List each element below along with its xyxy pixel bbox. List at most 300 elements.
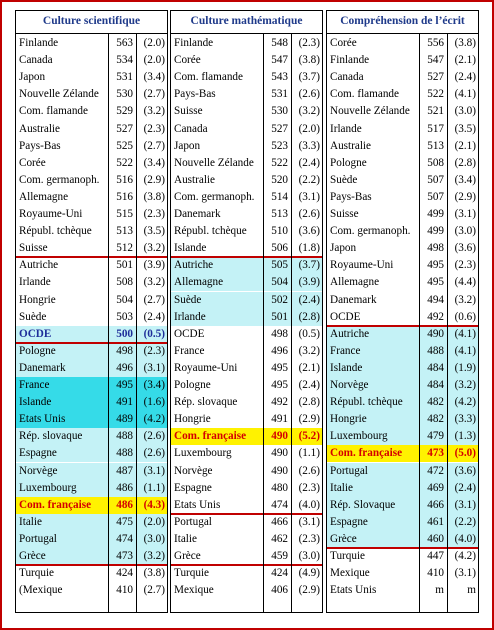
table-row bbox=[327, 411, 478, 428]
score-value: 556 bbox=[427, 37, 444, 49]
country-name: Com. flamande bbox=[19, 105, 88, 118]
standard-error: (2.0) bbox=[143, 515, 165, 528]
standard-error: (4.2) bbox=[143, 413, 165, 426]
table-row bbox=[171, 582, 322, 599]
score-value: 475 bbox=[116, 515, 133, 528]
score-value: 515 bbox=[116, 208, 133, 220]
table-row bbox=[327, 52, 478, 69]
table-row bbox=[16, 52, 167, 69]
table-row bbox=[327, 240, 478, 257]
country-name: Canada bbox=[174, 122, 208, 135]
table-row bbox=[171, 343, 322, 360]
score-value: 482 bbox=[427, 396, 444, 409]
panel-comprehension-ecrit bbox=[326, 10, 479, 613]
table-row bbox=[16, 497, 167, 514]
country-name: France bbox=[330, 344, 361, 357]
column-divider bbox=[447, 33, 448, 612]
standard-error: (2.9) bbox=[143, 173, 165, 186]
score-value: 462 bbox=[271, 532, 288, 545]
standard-error: (2.8) bbox=[298, 310, 320, 323]
score-value: 505 bbox=[271, 259, 288, 272]
table-row bbox=[171, 274, 322, 291]
score-value: 406 bbox=[271, 584, 288, 597]
country-name: Espagne bbox=[330, 515, 368, 528]
score-value: 473 bbox=[427, 447, 444, 460]
standard-error: (4.1) bbox=[454, 344, 476, 357]
standard-error: (3.2) bbox=[454, 379, 476, 391]
standard-error: (3.0) bbox=[298, 550, 320, 562]
country-name: Pays-Bas bbox=[19, 139, 61, 152]
score-value: 488 bbox=[427, 344, 444, 357]
standard-error: (3.1) bbox=[454, 567, 476, 580]
country-name: Pays-Bas bbox=[174, 88, 216, 101]
table-row bbox=[16, 292, 167, 309]
standard-error: (0.6) bbox=[454, 310, 476, 323]
standard-error: (3.0) bbox=[143, 532, 165, 545]
score-value: 502 bbox=[271, 293, 288, 306]
group-separator bbox=[327, 547, 478, 549]
standard-error: (2.6) bbox=[143, 430, 165, 443]
column-divider bbox=[136, 33, 137, 612]
table-row bbox=[16, 274, 167, 291]
country-name: Com. flamande bbox=[330, 88, 399, 101]
country-name: Nouvelle Zélande bbox=[19, 88, 99, 101]
country-name: (Mexique bbox=[19, 584, 63, 597]
table-row bbox=[171, 69, 322, 86]
country-name: Allemagne bbox=[330, 276, 380, 289]
score-value: 563 bbox=[116, 37, 133, 49]
standard-error: (3.5) bbox=[143, 225, 165, 238]
table-row bbox=[327, 257, 478, 274]
standard-error: (3.2) bbox=[143, 276, 165, 289]
country-name: Royaume-Uni bbox=[174, 361, 238, 374]
standard-error: (4.1) bbox=[454, 327, 476, 340]
score-value: 461 bbox=[427, 515, 444, 528]
score-value: 516 bbox=[116, 173, 133, 186]
table-row bbox=[171, 514, 322, 531]
standard-error: m bbox=[467, 584, 476, 597]
standard-error: (3.0) bbox=[454, 225, 476, 238]
table-row bbox=[16, 155, 167, 172]
standard-error: (1.6) bbox=[143, 396, 165, 409]
standard-error: (3.8) bbox=[454, 37, 476, 49]
table-row bbox=[171, 121, 322, 138]
score-value: 500 bbox=[116, 327, 133, 340]
table-row bbox=[327, 86, 478, 103]
country-name: Norvège bbox=[19, 464, 58, 477]
score-value: 487 bbox=[116, 464, 133, 477]
score-value: 498 bbox=[271, 327, 288, 340]
table-row bbox=[327, 309, 478, 326]
score-value: 482 bbox=[427, 413, 444, 426]
score-value: 491 bbox=[271, 413, 288, 426]
country-name: Pologne bbox=[330, 156, 367, 169]
score-value: 498 bbox=[116, 344, 133, 357]
score-value: 459 bbox=[271, 550, 288, 562]
table-row bbox=[16, 103, 167, 120]
score-value: 490 bbox=[271, 430, 288, 443]
score-value: 527 bbox=[427, 71, 444, 84]
table-row bbox=[16, 531, 167, 548]
standard-error: (3.1) bbox=[454, 208, 476, 220]
standard-error: (2.9) bbox=[298, 413, 320, 426]
table-row bbox=[171, 189, 322, 206]
standard-error: (2.4) bbox=[298, 293, 320, 306]
country-name: Australie bbox=[174, 173, 216, 186]
standard-error: (2.7) bbox=[143, 584, 165, 597]
standard-error: (2.0) bbox=[143, 37, 165, 49]
country-name: Canada bbox=[19, 54, 53, 67]
score-value: 424 bbox=[271, 567, 288, 580]
score-value: 499 bbox=[427, 208, 444, 220]
country-name: OCDE bbox=[174, 327, 205, 340]
score-value: 510 bbox=[271, 225, 288, 238]
column-divider bbox=[108, 33, 109, 612]
table-row bbox=[16, 582, 167, 599]
score-value: 530 bbox=[116, 88, 133, 101]
table-row bbox=[327, 377, 478, 394]
table-row bbox=[327, 189, 478, 206]
table-row bbox=[327, 155, 478, 172]
standard-error: (1.1) bbox=[298, 447, 320, 460]
country-name: Luxembourg bbox=[330, 430, 388, 443]
score-value: 479 bbox=[427, 430, 444, 443]
table-row bbox=[327, 463, 478, 480]
score-value: 527 bbox=[271, 122, 288, 135]
score-value: 501 bbox=[116, 259, 133, 272]
score-value: 522 bbox=[116, 156, 133, 169]
standard-error: (3.4) bbox=[143, 379, 165, 391]
country-name: Danemark bbox=[19, 361, 66, 374]
standard-error: (3.6) bbox=[454, 242, 476, 255]
country-name: Suède bbox=[174, 293, 202, 306]
country-name: Républ. tchèque bbox=[19, 225, 92, 238]
table-row bbox=[16, 86, 167, 103]
country-name: Etats Unis bbox=[19, 413, 66, 426]
standard-error: (3.8) bbox=[298, 54, 320, 67]
country-name: OCDE bbox=[330, 310, 361, 323]
country-name: Com. flamande bbox=[174, 71, 243, 84]
standard-error: (3.0) bbox=[454, 105, 476, 118]
country-name: Turquie bbox=[174, 567, 210, 580]
country-name: Turquie bbox=[330, 550, 366, 562]
standard-error: (2.3) bbox=[298, 532, 320, 545]
country-name: Portugal bbox=[174, 515, 212, 528]
standard-error: (4.0) bbox=[298, 498, 320, 511]
standard-error: (2.4) bbox=[298, 156, 320, 169]
table-row bbox=[171, 240, 322, 257]
country-name: Pologne bbox=[174, 379, 211, 391]
table-row bbox=[16, 411, 167, 428]
country-name: Hongrie bbox=[19, 293, 56, 306]
standard-error: (3.7) bbox=[298, 259, 320, 272]
table-row bbox=[327, 292, 478, 309]
country-name: Autriche bbox=[19, 259, 59, 272]
standard-error: (2.6) bbox=[298, 464, 320, 477]
country-name: Suisse bbox=[174, 105, 203, 118]
table-row bbox=[16, 138, 167, 155]
standard-error: (4.0) bbox=[454, 532, 476, 545]
table-row bbox=[327, 360, 478, 377]
table-row bbox=[171, 360, 322, 377]
table-row bbox=[16, 206, 167, 223]
table-row bbox=[171, 292, 322, 309]
country-name: OCDE bbox=[19, 327, 52, 340]
country-name: Com. germanoph. bbox=[19, 173, 100, 186]
group-separator bbox=[171, 513, 322, 515]
standard-error: (4.2) bbox=[454, 396, 476, 409]
score-value: 494 bbox=[427, 293, 444, 306]
country-name: Rép. slovaque bbox=[19, 430, 83, 443]
panel-culture-scientifique bbox=[15, 10, 168, 613]
score-value: 512 bbox=[116, 242, 133, 255]
table-row bbox=[171, 463, 322, 480]
table-row bbox=[16, 480, 167, 497]
table-row bbox=[16, 121, 167, 138]
score-value: 531 bbox=[116, 71, 133, 84]
standard-error: (3.1) bbox=[143, 361, 165, 374]
country-name: Norvège bbox=[330, 379, 369, 391]
standard-error: (2.8) bbox=[298, 396, 320, 409]
table-row bbox=[171, 565, 322, 582]
country-name: Luxembourg bbox=[19, 481, 77, 494]
country-name: Australie bbox=[19, 122, 61, 135]
standard-error: (1.1) bbox=[143, 481, 165, 494]
country-name: Islande bbox=[19, 396, 52, 409]
country-name: Danemark bbox=[330, 293, 377, 306]
score-value: 486 bbox=[116, 498, 133, 511]
score-value: 490 bbox=[271, 447, 288, 460]
column-divider bbox=[291, 33, 292, 612]
table-row bbox=[16, 172, 167, 189]
table-row bbox=[16, 189, 167, 206]
group-separator bbox=[16, 564, 167, 566]
table-row bbox=[327, 565, 478, 582]
country-name: Com. française bbox=[19, 498, 92, 511]
score-value: 473 bbox=[116, 550, 133, 562]
standard-error: (4.3) bbox=[143, 498, 165, 511]
score-value: 484 bbox=[427, 379, 444, 391]
country-name: Danemark bbox=[174, 208, 221, 220]
score-value: 534 bbox=[116, 54, 133, 67]
score-value: 517 bbox=[427, 122, 444, 135]
score-value: 488 bbox=[116, 447, 133, 460]
score-value: 496 bbox=[116, 361, 133, 374]
table-row bbox=[171, 223, 322, 240]
score-value: 472 bbox=[427, 464, 444, 477]
country-name: Italie bbox=[330, 481, 353, 494]
table-row bbox=[171, 138, 322, 155]
score-value: 495 bbox=[427, 259, 444, 272]
score-value: 514 bbox=[271, 190, 288, 203]
table-row bbox=[327, 121, 478, 138]
standard-error: (2.1) bbox=[454, 139, 476, 152]
table-row bbox=[327, 35, 478, 52]
country-name: Espagne bbox=[174, 481, 212, 494]
country-name: Suisse bbox=[19, 242, 48, 255]
standard-error: (4.2) bbox=[454, 550, 476, 562]
standard-error: (2.7) bbox=[143, 293, 165, 306]
score-value: 490 bbox=[271, 464, 288, 477]
panel-title: Compréhension de l’écrit bbox=[327, 11, 478, 34]
standard-error: (2.9) bbox=[454, 190, 476, 203]
country-name: France bbox=[174, 344, 205, 357]
country-name: Allemagne bbox=[174, 276, 224, 289]
country-name: Autriche bbox=[330, 327, 370, 340]
table-row bbox=[171, 206, 322, 223]
country-name: Nouvelle Zélande bbox=[174, 156, 254, 169]
table-row bbox=[171, 155, 322, 172]
standard-error: (4.4) bbox=[454, 276, 476, 289]
score-value: 527 bbox=[116, 122, 133, 135]
table-row bbox=[171, 326, 322, 343]
table-row bbox=[16, 69, 167, 86]
country-name: Corée bbox=[330, 37, 357, 49]
country-name: Portugal bbox=[330, 464, 368, 477]
country-name: Allemagne bbox=[19, 190, 69, 203]
country-name: Républ. tchèque bbox=[330, 396, 403, 409]
standard-error: (2.6) bbox=[298, 88, 320, 101]
score-value: 484 bbox=[427, 361, 444, 374]
country-name: Pologne bbox=[19, 344, 56, 357]
table-row bbox=[171, 548, 322, 565]
score-value: 447 bbox=[427, 550, 444, 562]
panel-title: Culture scientifique bbox=[16, 11, 167, 34]
score-value: 480 bbox=[271, 481, 288, 494]
standard-error: (2.3) bbox=[454, 259, 476, 272]
score-value: 508 bbox=[116, 276, 133, 289]
score-value: 522 bbox=[427, 88, 444, 101]
score-value: 469 bbox=[427, 481, 444, 494]
score-value: 495 bbox=[116, 379, 133, 391]
score-value: 547 bbox=[271, 54, 288, 67]
country-name: Irlande bbox=[174, 310, 206, 323]
country-name: Grèce bbox=[174, 550, 201, 562]
country-name: Com. germanoph. bbox=[330, 225, 411, 238]
table-row bbox=[16, 257, 167, 274]
group-separator bbox=[16, 256, 167, 258]
table-row bbox=[327, 514, 478, 531]
table-row bbox=[171, 480, 322, 497]
table-row bbox=[16, 309, 167, 326]
table-row bbox=[171, 257, 322, 274]
country-name: Irlande bbox=[19, 276, 51, 289]
score-value: 516 bbox=[116, 190, 133, 203]
country-name: Japon bbox=[174, 139, 201, 152]
standard-error: (3.9) bbox=[143, 259, 165, 272]
score-value: 525 bbox=[116, 139, 133, 152]
standard-error: (3.2) bbox=[143, 105, 165, 118]
table-row bbox=[327, 103, 478, 120]
country-name: Finlande bbox=[174, 37, 214, 49]
score-value: 504 bbox=[271, 276, 288, 289]
table-row bbox=[16, 445, 167, 462]
country-name: Com. germanoph. bbox=[174, 190, 255, 203]
table-row bbox=[16, 514, 167, 531]
country-name: Italie bbox=[174, 532, 197, 545]
standard-error: (2.1) bbox=[454, 54, 476, 67]
country-name: Grèce bbox=[19, 550, 46, 562]
table-row bbox=[171, 445, 322, 462]
standard-error: (2.3) bbox=[143, 344, 165, 357]
score-value: 498 bbox=[427, 242, 444, 255]
score-value: 522 bbox=[271, 156, 288, 169]
standard-error: (3.1) bbox=[298, 515, 320, 528]
country-name: Suède bbox=[330, 173, 358, 186]
group-separator bbox=[16, 342, 167, 344]
standard-error: (3.2) bbox=[298, 105, 320, 118]
table-row bbox=[171, 52, 322, 69]
table-row bbox=[171, 35, 322, 52]
table-row bbox=[327, 69, 478, 86]
table-row bbox=[171, 394, 322, 411]
country-name: Hongrie bbox=[330, 413, 367, 426]
score-value: 474 bbox=[116, 532, 133, 545]
table-row bbox=[16, 377, 167, 394]
table-row bbox=[16, 463, 167, 480]
standard-error: (3.3) bbox=[454, 413, 476, 426]
score-value: 488 bbox=[116, 430, 133, 443]
country-name: Autriche bbox=[174, 259, 214, 272]
standard-error: (3.6) bbox=[298, 225, 320, 238]
score-value: 547 bbox=[427, 54, 444, 67]
standard-error: (2.9) bbox=[298, 584, 320, 597]
standard-error: (2.6) bbox=[298, 208, 320, 220]
score-value: 531 bbox=[271, 88, 288, 101]
table-row bbox=[327, 548, 478, 565]
standard-error: (2.4) bbox=[298, 379, 320, 391]
country-name: Pays-Bas bbox=[330, 190, 372, 203]
country-name: Australie bbox=[330, 139, 372, 152]
score-value: 466 bbox=[271, 515, 288, 528]
standard-error: (5.0) bbox=[454, 447, 476, 460]
group-separator bbox=[327, 325, 478, 327]
score-value: 543 bbox=[271, 71, 288, 84]
country-name: Portugal bbox=[19, 532, 57, 545]
standard-error: (4.1) bbox=[454, 88, 476, 101]
standard-error: (2.8) bbox=[454, 156, 476, 169]
country-name: Rép. Slovaque bbox=[330, 498, 396, 511]
score-value: 530 bbox=[271, 105, 288, 118]
standard-error: (2.4) bbox=[454, 481, 476, 494]
table-row bbox=[171, 531, 322, 548]
score-value: 489 bbox=[116, 413, 133, 426]
country-name: France bbox=[19, 379, 50, 391]
score-value: 513 bbox=[427, 139, 444, 152]
country-name: Suisse bbox=[330, 208, 359, 220]
standard-error: (1.8) bbox=[298, 242, 320, 255]
country-name: Com. française bbox=[330, 447, 403, 460]
table-row bbox=[327, 172, 478, 189]
panel-title: Culture mathématique bbox=[171, 11, 322, 34]
table-row bbox=[327, 206, 478, 223]
score-value: 499 bbox=[427, 225, 444, 238]
country-name: Mexique bbox=[174, 584, 214, 597]
standard-error: (0.5) bbox=[143, 327, 165, 340]
standard-error: (3.2) bbox=[143, 550, 165, 562]
country-name: Finlande bbox=[330, 54, 370, 67]
score-value: 495 bbox=[271, 379, 288, 391]
country-name: Espagne bbox=[19, 447, 57, 460]
table-row bbox=[16, 240, 167, 257]
table-row bbox=[171, 428, 322, 445]
score-value: 520 bbox=[271, 173, 288, 186]
table-row bbox=[16, 428, 167, 445]
standard-error: (2.1) bbox=[298, 361, 320, 374]
table-row bbox=[327, 274, 478, 291]
country-name: Etats Unis bbox=[174, 498, 221, 511]
table-row bbox=[327, 445, 478, 462]
